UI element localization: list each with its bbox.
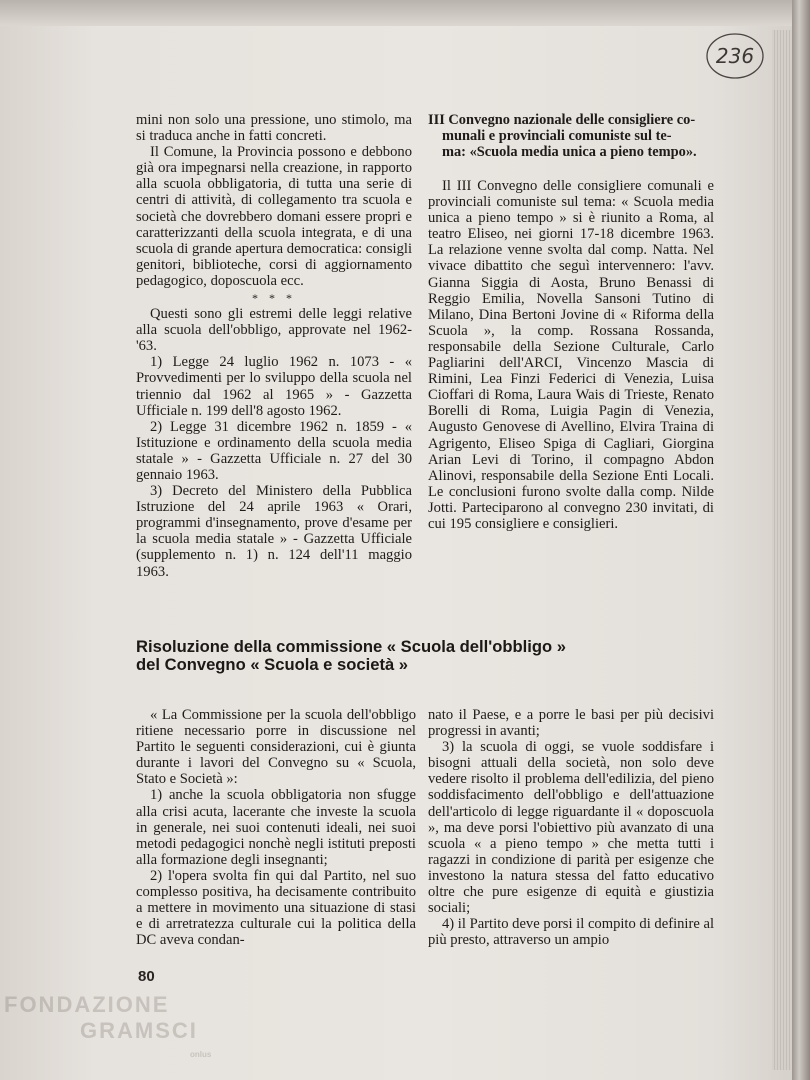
handwritten-number-text: 236 [715, 44, 755, 68]
top-right-column [428, 112, 714, 532]
resolution-left-column [136, 707, 416, 948]
resolution-heading-line: del Convegno « Scuola e società » [136, 655, 409, 674]
watermark-line: FONDAZIONE [4, 992, 170, 1017]
paragraph: 3) la scuola di oggi, se vuole soddisfare i bisogni attuali della società, non solo deve vedere risolto il problema dell'edilizia, del pieno soddisfacimento dell'obbligo e dell'attuazione dell'articolo di legge riguardante il « doposcuola », ma deve porsi l'obiettivo più avanzato di una scuola « a pieno tempo » che metta tutti i ragazzi in condizione di parità per esigenze che investono la natura stessa del fatto educativo oltre che pure esigenze di equità e giustizia sociali; [428, 739, 714, 917]
convention-body: Il III Convegno delle consigliere comunali e provinciali comuniste sul tema: « Scuola media unica a pieno tempo » si è riunito a Roma, al teatro Eliseo, nei giorni 17-18 dicembre 1963. La relazione venne svolta dal comp. Natta. Nel vivace dibattito che seguì intervennero: l'avv. Gianna Siggia di Aosta, Bruno Benassi di Reggio Emilia, Novella Sansoni Tutino di Milano, Dina Bertoni Jovine di « Riforma della Scuola », la comp. Rossana Rossanda, responsabile della Sezione Culturale, Carlo Pagliarini dell'ARCI, Vincenzo Mascia di Rimini, Lea Finzi Federici di Venezia, Luisa Cioffari di Roma, Laura Wais di Trieste, Renato Borelli di Roma, Luigia Pagin di Venezia, Augusto Genovese di Avellino, Elvira Traina di Agrigento, Eliseo Spiga di Cagliari, Giorgina Arian Levi di Torino, il compagno Abdon Alinovi, responsabile della Sezione Enti Locali. Le conclusioni furono svolte dalla comp. Nilde Jotti. Parteciparono al convegno 230 invitati, di cui 195 consigliere e consiglieri. [428, 178, 714, 532]
paragraph: 4) il Partito deve porsi il compito di definire al più presto, attraverso un ampio [428, 916, 714, 949]
law-item: 3) Decreto del Ministero della Pubblica Istruzione del 24 aprile 1963 « Orari, programmi d'insegnamento, prove d'esame per la scuola media statale » - Gazzetta Ufficiale (supplemento n. 1) n. 124 dell'11 maggio 1963. [136, 483, 412, 580]
page-number: 80 [138, 968, 155, 985]
paragraph: mini non solo una pressione, uno stimolo, ma si traduca anche in fatti concreti. [136, 112, 412, 145]
law-item: 2) Legge 31 dicembre 1962 n. 1859 - « Istituzione e ordinamento della scuola media statale » - Gazzetta Ufficiale n. 27 del 30 gennaio 1963. [136, 418, 412, 483]
resolution-heading [136, 638, 716, 674]
convention-title-line: ma: «Scuola media unica a pieno tempo». [442, 144, 697, 160]
resolution-right-column [428, 707, 714, 948]
book-spine-edge [792, 0, 810, 1080]
resolution-heading-line: Risoluzione della commissione « Scuola dell'obbligo » [136, 637, 566, 656]
convention-title-line: munali e provinciali comuniste sul te- [442, 128, 672, 144]
top-left-column [136, 112, 412, 580]
paragraph: nato il Paese, e a porre le basi per più decisivi progressi in avanti; [428, 707, 714, 740]
laws-intro: Questi sono gli estremi delle leggi relative alla scuola dell'obbligo, approvate nel 1962-'63. [136, 306, 412, 355]
stacked-page-edges [772, 30, 792, 1070]
convention-title-line: III Convegno nazionale delle consigliere co- [428, 112, 696, 128]
paragraph: 2) l'opera svolta fin qui dal Partito, nel suo complesso positiva, ha decisamente contribuito a mettere in movimento una situazione di stasi e di arretratezza culturale cui la politica della DC aveva condan- [136, 867, 416, 949]
section-separator: * * * [252, 291, 296, 306]
watermark-line: onlus [190, 1050, 212, 1059]
handwritten-page-number [704, 30, 766, 82]
paragraph: « La Commissione per la scuola dell'obbligo ritiene necessario porre in discussione nel Partito le seguenti considerazioni, cui è giunta durante i lavori del Convegno su « Scuola, Stato e Società »: [136, 707, 416, 788]
fondazione-gramsci-watermark [4, 992, 212, 1072]
page-top-shadow [0, 0, 792, 26]
convention-title [428, 112, 714, 160]
paragraph: 1) anche la scuola obbligatoria non sfugge alla crisi acuta, lacerante che investe la scuola in generale, nei suoi contenuti ideali, nei suoi metodi pedagogici nonchè negli istituti preposti alla formazione degli insegnanti; [136, 787, 416, 868]
paragraph: Il Comune, la Provincia possono e debbono già ora impegnarsi nella creazione, in rapporto alla scuola obbligatoria, di tutta una serie di centri di attività, di collegamento tra scuola e società che dovrebbero domani essere propri e caratterizzanti della scuola integrata, e di una scuola di grande apertura democratica: consigli genitori, biblioteche, corsi di aggiornamento pedagogico, doposcuola ecc. [136, 144, 412, 289]
watermark-line: GRAMSCI [80, 1018, 198, 1043]
law-item: 1) Legge 24 luglio 1962 n. 1073 - « Provvedimenti per lo sviluppo della scuola nel triennio dal 1962 al 1965 » - Gazzetta Ufficiale n. 199 dell'8 agosto 1962. [136, 354, 412, 419]
